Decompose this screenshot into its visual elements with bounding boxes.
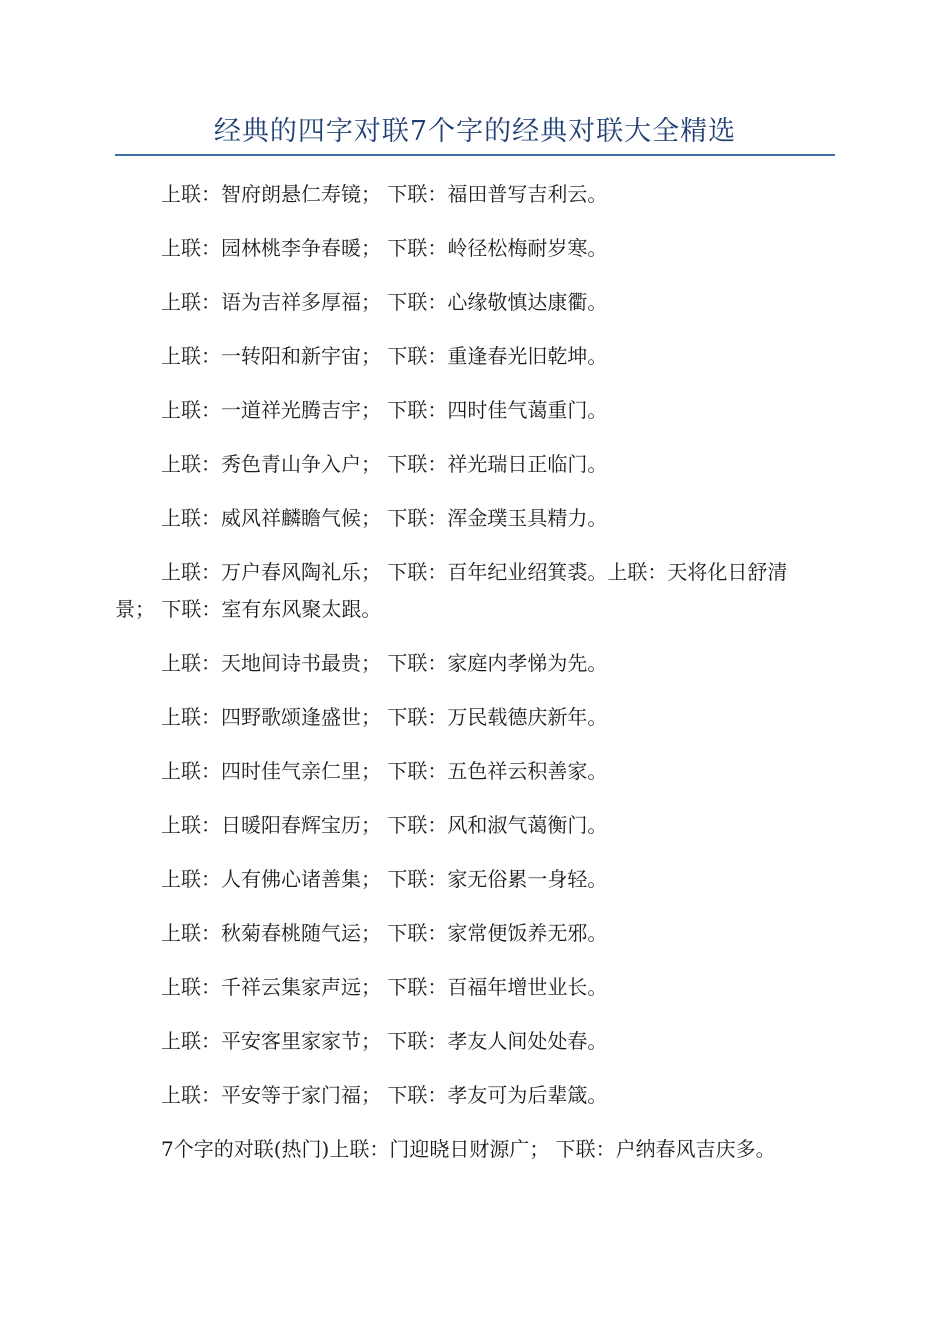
couplet-paragraph: 上联：人有佛心诸善集； 下联：家无俗累一身轻。 xyxy=(161,867,608,891)
page-title: 经典的四字对联7个字的经典对联大全精选 xyxy=(213,116,737,147)
couplet-paragraph: 上联：威风祥麟瞻气候； 下联：浑金璞玉具精力。 xyxy=(161,506,608,530)
couplet-paragraph: 7个字的对联(热门)上联：门迎晓日财源广； 下联：户纳春风吉庆多。 xyxy=(161,1137,776,1161)
couplet-paragraph: 上联：四时佳气亲仁里； 下联：五色祥云积善家。 xyxy=(161,759,608,783)
couplet-paragraph: 上联：园林桃李争春暖； 下联：岭径松梅耐岁寒。 xyxy=(161,236,608,260)
couplet-paragraph: 上联：语为吉祥多厚福； 下联：心缘敬慎达康衢。 xyxy=(161,290,608,314)
couplet-paragraph: 上联：四野歌颂逢盛世； 下联：万民载德庆新年。 xyxy=(161,705,608,729)
couplet-paragraph: 上联：一转阳和新宇宙； 下联：重逢春光旧乾坤。 xyxy=(161,344,608,368)
couplet-paragraph: 上联：万户春风陶礼乐； 下联：百年纪业绍箕裘。上联：天将化日舒清景； 下联：室有东风聚太跟。 xyxy=(115,560,788,621)
title-underline xyxy=(115,154,835,156)
document-body xyxy=(115,172,820,1181)
couplet-paragraph: 上联：平安等于家门福； 下联：孝友可为后辈箴。 xyxy=(161,1083,608,1107)
couplet-paragraph: 上联：千祥云集家声远； 下联：百福年增世业长。 xyxy=(161,975,608,999)
couplet-paragraph: 上联：秀色青山争入户； 下联：祥光瑞日正临门。 xyxy=(161,452,608,476)
couplet-paragraph: 上联：天地间诗书最贵； 下联：家庭内孝悌为先。 xyxy=(161,651,608,675)
couplet-paragraph: 上联：智府朗悬仁寿镜； 下联：福田普写吉利云。 xyxy=(161,182,608,206)
couplet-paragraph: 上联：日暖阳春辉宝历； 下联：风和淑气蔼衡门。 xyxy=(161,813,608,837)
couplet-paragraph: 上联：一道祥光腾吉宇； 下联：四时佳气蔼重门。 xyxy=(161,398,608,422)
couplet-paragraph: 上联：平安客里家家节； 下联：孝友人间处处春。 xyxy=(161,1029,608,1053)
couplet-paragraph: 上联：秋菊春桃随气运； 下联：家常便饭养无邪。 xyxy=(161,921,608,945)
